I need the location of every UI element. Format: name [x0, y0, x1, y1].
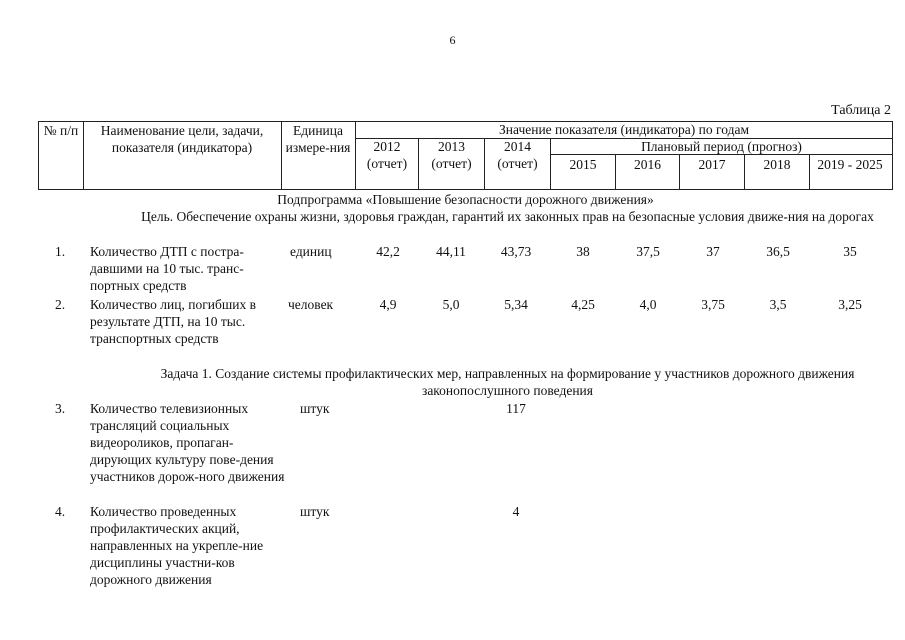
row-value: 42,2 [376, 244, 400, 259]
header-num: № п/п [43, 123, 79, 138]
header-plan-year: 2018 [763, 157, 791, 172]
header-values: Значение показателя (индикатора) по годам [499, 122, 749, 137]
row-value: 5,0 [442, 297, 460, 312]
goal-heading: Цель. Обеспечение охраны жизни, здоровья граждан, гарантий их законных прав на безопасные условия движе-ния на дорогах [141, 209, 874, 224]
row-num: 1. [54, 244, 66, 259]
header-year-2012: 2012 (отчет) [366, 139, 408, 171]
row-name: Количество ДТП с постра-давшими на 10 тыс. транс-портных средств [90, 244, 244, 293]
row-value: 5,34 [504, 297, 528, 312]
header-plan-year: 2017 [698, 157, 726, 172]
row-num: 4. [54, 504, 66, 519]
header-plan: Плановый период (прогноз) [641, 139, 802, 154]
row-num: 2. [54, 297, 66, 312]
row-unit: штук [300, 401, 330, 416]
row-value: 37,5 [636, 244, 660, 259]
row-unit: единиц [290, 244, 332, 259]
row-name: Количество телевизионных трансляций социальных видеороликов, пропаган-дирующих культуру пове-дения участников дорож-ного движения [90, 401, 285, 484]
row-value: 36,5 [766, 244, 790, 259]
header-year-2013: 2013 (отчет) [431, 139, 472, 171]
header-year-2014: 2014 (отчет) [497, 139, 538, 171]
row-unit: человек [288, 297, 334, 312]
row-value: 3,25 [838, 297, 862, 312]
row-value: 38 [576, 244, 590, 259]
row-value: 4,9 [379, 297, 397, 312]
row-value: 4,25 [571, 297, 595, 312]
header-plan-year: 2016 [634, 157, 661, 172]
row-value: 4,0 [639, 297, 657, 312]
page-number: 6 [449, 33, 456, 47]
table-label: Таблица 2 [831, 103, 891, 118]
row-value: 43,73 [500, 244, 532, 259]
row-name: Количество проведенных профилактических акций, направленных на укрепле-ние дисциплины участни-ков дорожного движения [90, 504, 264, 587]
row-value: 3,5 [769, 297, 787, 312]
header-plan-year: 2019 - 2025 [817, 157, 883, 172]
row-value: 35 [843, 244, 857, 259]
row-value: 4 [512, 504, 520, 519]
row-value: 117 [506, 401, 526, 416]
task-heading: Задача 1. Создание системы профилактических мер, направленных на формирование у участников дорожного движения законопослушного поведения [160, 366, 855, 398]
subprogram-heading: Подпрограмма «Повышение безопасности дорожного движения» [277, 192, 654, 207]
row-value: 44,11 [436, 244, 466, 259]
header-name: Наименование цели, задачи, показателя (индикатора) [100, 123, 264, 155]
row-unit: штук [300, 504, 330, 519]
row-value: 37 [706, 244, 720, 259]
header-plan-year: 2015 [569, 157, 597, 172]
row-value: 3,75 [701, 297, 725, 312]
table-header [38, 121, 893, 190]
row-name: Количество лиц, погибших в результате ДТП, на 10 тыс. транспортных средств [90, 297, 256, 346]
row-num: 3. [54, 401, 66, 416]
header-unit: Единица измере-ния [285, 123, 351, 155]
